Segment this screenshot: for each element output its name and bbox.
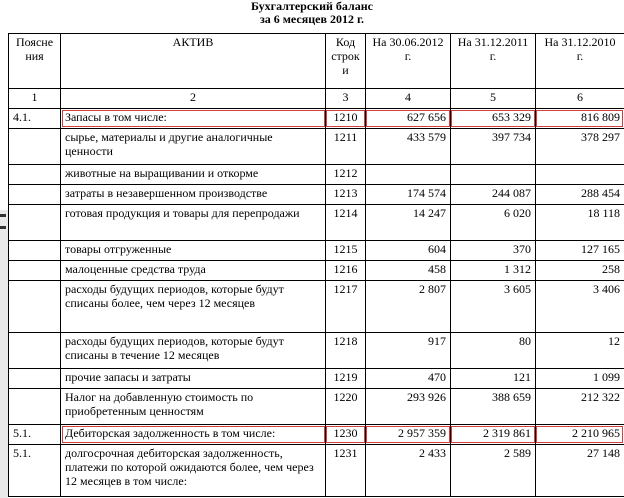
row-code: 1212 <box>326 165 366 185</box>
row-note <box>9 369 61 389</box>
row-item-name: прочие запасы и затраты <box>61 369 326 389</box>
table-row <box>9 129 624 165</box>
row-item-name: затраты в незавершенном производстве <box>61 185 326 205</box>
row-code: 1217 <box>326 281 366 333</box>
row-value-period-1: 917 <box>366 333 451 369</box>
row-item-name: малоценные средства труда <box>61 261 326 281</box>
row-note <box>9 241 61 261</box>
table-row <box>9 109 624 129</box>
table-row <box>9 281 624 333</box>
col-header-period-1: На 30.06.2012 г. <box>366 34 451 89</box>
row-code: 1211 <box>326 129 366 165</box>
col-header-code: Код строк и <box>326 34 366 89</box>
row-item-name: Дебиторская задолженность в том числе: <box>61 425 326 445</box>
col-number: 5 <box>451 89 536 109</box>
row-code: 1219 <box>326 369 366 389</box>
row-item-name: готовая продукция и товары для перепродажи <box>61 205 326 241</box>
row-value-period-1: 14 247 <box>366 205 451 241</box>
row-value-period-3: 18 118 <box>536 205 624 241</box>
row-note <box>9 261 61 281</box>
row-value-period-1: 627 656 <box>366 109 451 129</box>
table-row <box>9 445 624 497</box>
column-number-row <box>9 89 624 109</box>
row-value-period-1: 2 807 <box>366 281 451 333</box>
row-value-period-2: 2 589 <box>451 445 536 497</box>
col-number: 1 <box>9 89 61 109</box>
row-value-period-1: 433 579 <box>366 129 451 165</box>
col-number: 4 <box>366 89 451 109</box>
row-note <box>9 129 61 165</box>
row-item-name: товары отгруженные <box>61 241 326 261</box>
table-row <box>9 261 624 281</box>
row-note <box>9 205 61 241</box>
row-code: 1218 <box>326 333 366 369</box>
table-row <box>9 205 624 241</box>
row-note <box>9 333 61 369</box>
row-value-period-3: 212 322 <box>536 389 624 425</box>
row-value-period-1 <box>366 165 451 185</box>
col-header-note: Поясне ния <box>9 34 61 89</box>
table-row <box>9 185 624 205</box>
row-value-period-2: 653 329 <box>451 109 536 129</box>
row-value-period-3 <box>536 165 624 185</box>
row-code: 1213 <box>326 185 366 205</box>
col-header-period-2: На 31.12.2011 г. <box>451 34 536 89</box>
row-value-period-2 <box>451 165 536 185</box>
row-value-period-2: 397 734 <box>451 129 536 165</box>
row-value-period-3: 378 297 <box>536 129 624 165</box>
table-row <box>9 425 624 445</box>
margin-marker <box>0 226 6 229</box>
col-number: 3 <box>326 89 366 109</box>
report-title: Бухгалтерский баланс <box>251 0 373 13</box>
row-item-name: долгосрочная дебиторская задолженность, платежи по которой ожидаются более, чем через 12 месяцев в том числе: <box>61 445 326 497</box>
row-value-period-1: 470 <box>366 369 451 389</box>
col-header-asset: АКТИВ <box>61 34 326 89</box>
row-value-period-2: 3 605 <box>451 281 536 333</box>
row-value-period-2: 388 659 <box>451 389 536 425</box>
row-value-period-1: 458 <box>366 261 451 281</box>
row-item-name: Запасы в том числе: <box>61 109 326 129</box>
row-value-period-3: 288 454 <box>536 185 624 205</box>
row-value-period-1: 2 433 <box>366 445 451 497</box>
row-code: 1220 <box>326 389 366 425</box>
row-note <box>9 165 61 185</box>
header-row <box>9 34 624 89</box>
row-note <box>9 281 61 333</box>
row-code: 1214 <box>326 205 366 241</box>
row-value-period-3: 12 <box>536 333 624 369</box>
row-item-name: расходы будущих периодов, которые будут списаны более, чем через 12 месяцев <box>61 281 326 333</box>
table-row <box>9 165 624 185</box>
row-value-period-3: 258 <box>536 261 624 281</box>
row-value-period-3: 1 099 <box>536 369 624 389</box>
row-note <box>9 185 61 205</box>
row-value-period-1: 604 <box>366 241 451 261</box>
row-value-period-2: 244 087 <box>451 185 536 205</box>
row-item-name: Налог на добавленную стоимость по приобретенным ценностям <box>61 389 326 425</box>
row-code: 1216 <box>326 261 366 281</box>
row-code: 1231 <box>326 445 366 497</box>
balance-sheet-table <box>8 33 624 497</box>
row-value-period-2: 80 <box>451 333 536 369</box>
row-item-name: расходы будущих периодов, которые будут списаны в течение 12 месяцев <box>61 333 326 369</box>
table-row <box>9 241 624 261</box>
margin-marker <box>0 214 6 217</box>
col-number: 2 <box>61 89 326 109</box>
table-row <box>9 369 624 389</box>
row-value-period-1: 2 957 359 <box>366 425 451 445</box>
row-value-period-2: 370 <box>451 241 536 261</box>
row-note <box>9 389 61 425</box>
row-value-period-3: 3 406 <box>536 281 624 333</box>
row-note: 5.1. <box>9 425 61 445</box>
row-value-period-3: 27 148 <box>536 445 624 497</box>
row-item-name: сырье, материалы и другие аналогичные ценности <box>61 129 326 165</box>
row-value-period-1: 293 926 <box>366 389 451 425</box>
row-note: 4.1. <box>9 109 61 129</box>
row-note: 5.1. <box>9 445 61 497</box>
report-period: за 6 месяцев 2012 г. <box>259 12 365 26</box>
table-row <box>9 389 624 425</box>
col-header-period-3: На 31.12.2010 г. <box>536 34 624 89</box>
row-code: 1210 <box>326 109 366 129</box>
left-margin-strip <box>0 210 8 498</box>
row-value-period-3: 816 809 <box>536 109 624 129</box>
row-value-period-3: 2 210 965 <box>536 425 624 445</box>
row-value-period-3: 127 165 <box>536 241 624 261</box>
row-value-period-2: 2 319 861 <box>451 425 536 445</box>
row-code: 1215 <box>326 241 366 261</box>
row-value-period-2: 6 020 <box>451 205 536 241</box>
row-value-period-2: 1 312 <box>451 261 536 281</box>
row-value-period-2: 121 <box>451 369 536 389</box>
row-code: 1230 <box>326 425 366 445</box>
row-item-name: животные на выращивании и откорме <box>61 165 326 185</box>
row-value-period-1: 174 574 <box>366 185 451 205</box>
table-row <box>9 333 624 369</box>
col-number: 6 <box>536 89 624 109</box>
